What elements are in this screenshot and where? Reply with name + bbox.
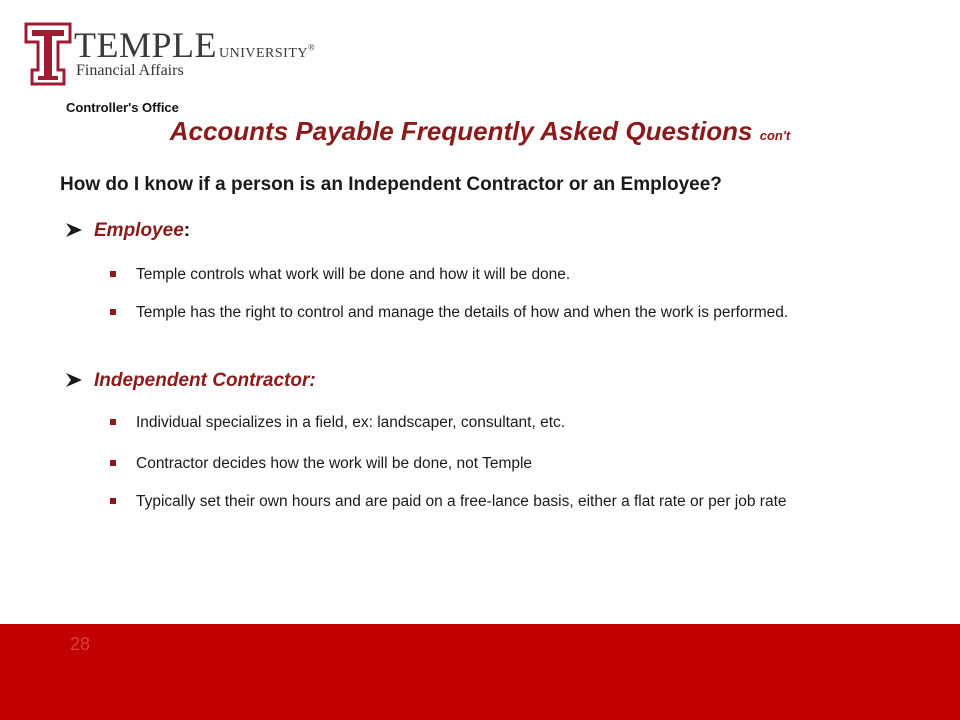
square-bullet-icon — [110, 309, 116, 315]
list-item-text: Temple has the right to control and manage the details of how and when the work is performed. — [136, 304, 789, 321]
brand-main: TEMPLE — [74, 25, 217, 65]
department-name: Financial Affairs — [76, 62, 184, 79]
square-bullet-icon — [110, 460, 116, 466]
square-bullet-icon — [110, 419, 116, 425]
list-item-text: Contractor decides how the work will be done, not Temple — [136, 455, 533, 472]
square-bullet-icon — [110, 498, 116, 504]
section-heading: Independent Contractor: — [94, 370, 316, 391]
brand-name — [74, 24, 315, 66]
temple-logo — [24, 18, 324, 115]
faq-question: How do I know if a person is an Independent Contractor or an Employee? — [60, 174, 722, 195]
page-title — [0, 116, 960, 147]
section-heading: Employee — [94, 220, 184, 241]
temple-t-logo-icon — [24, 22, 72, 86]
section-independent-contractor — [66, 370, 316, 392]
arrow-bullet-icon — [66, 223, 82, 237]
footer-bar — [0, 624, 960, 720]
list-item — [110, 489, 870, 514]
list-item — [110, 410, 870, 435]
section-employee — [66, 220, 190, 242]
list-item-text: Typically set their own hours and are paid on a free-lance basis, either a flat rate or per job rate — [136, 493, 787, 510]
title-main: Accounts Payable Frequently Asked Questions — [169, 116, 753, 146]
list-item — [110, 451, 870, 476]
office-name: Controller's Office — [66, 100, 179, 115]
list-item-text: Temple controls what work will be done and how it will be done. — [136, 266, 571, 283]
list-item — [110, 300, 870, 325]
square-bullet-icon — [110, 271, 116, 277]
list-item — [110, 262, 870, 287]
list-item-text: Individual specializes in a field, ex: landscaper, consultant, etc. — [136, 414, 566, 431]
title-suffix: con't — [759, 128, 791, 143]
brand-sub: UNIVERSITY — [219, 46, 308, 61]
brand-reg: ® — [308, 42, 315, 53]
page-number: 28 — [70, 634, 91, 654]
section-colon: : — [183, 220, 191, 241]
arrow-bullet-icon — [66, 373, 82, 387]
